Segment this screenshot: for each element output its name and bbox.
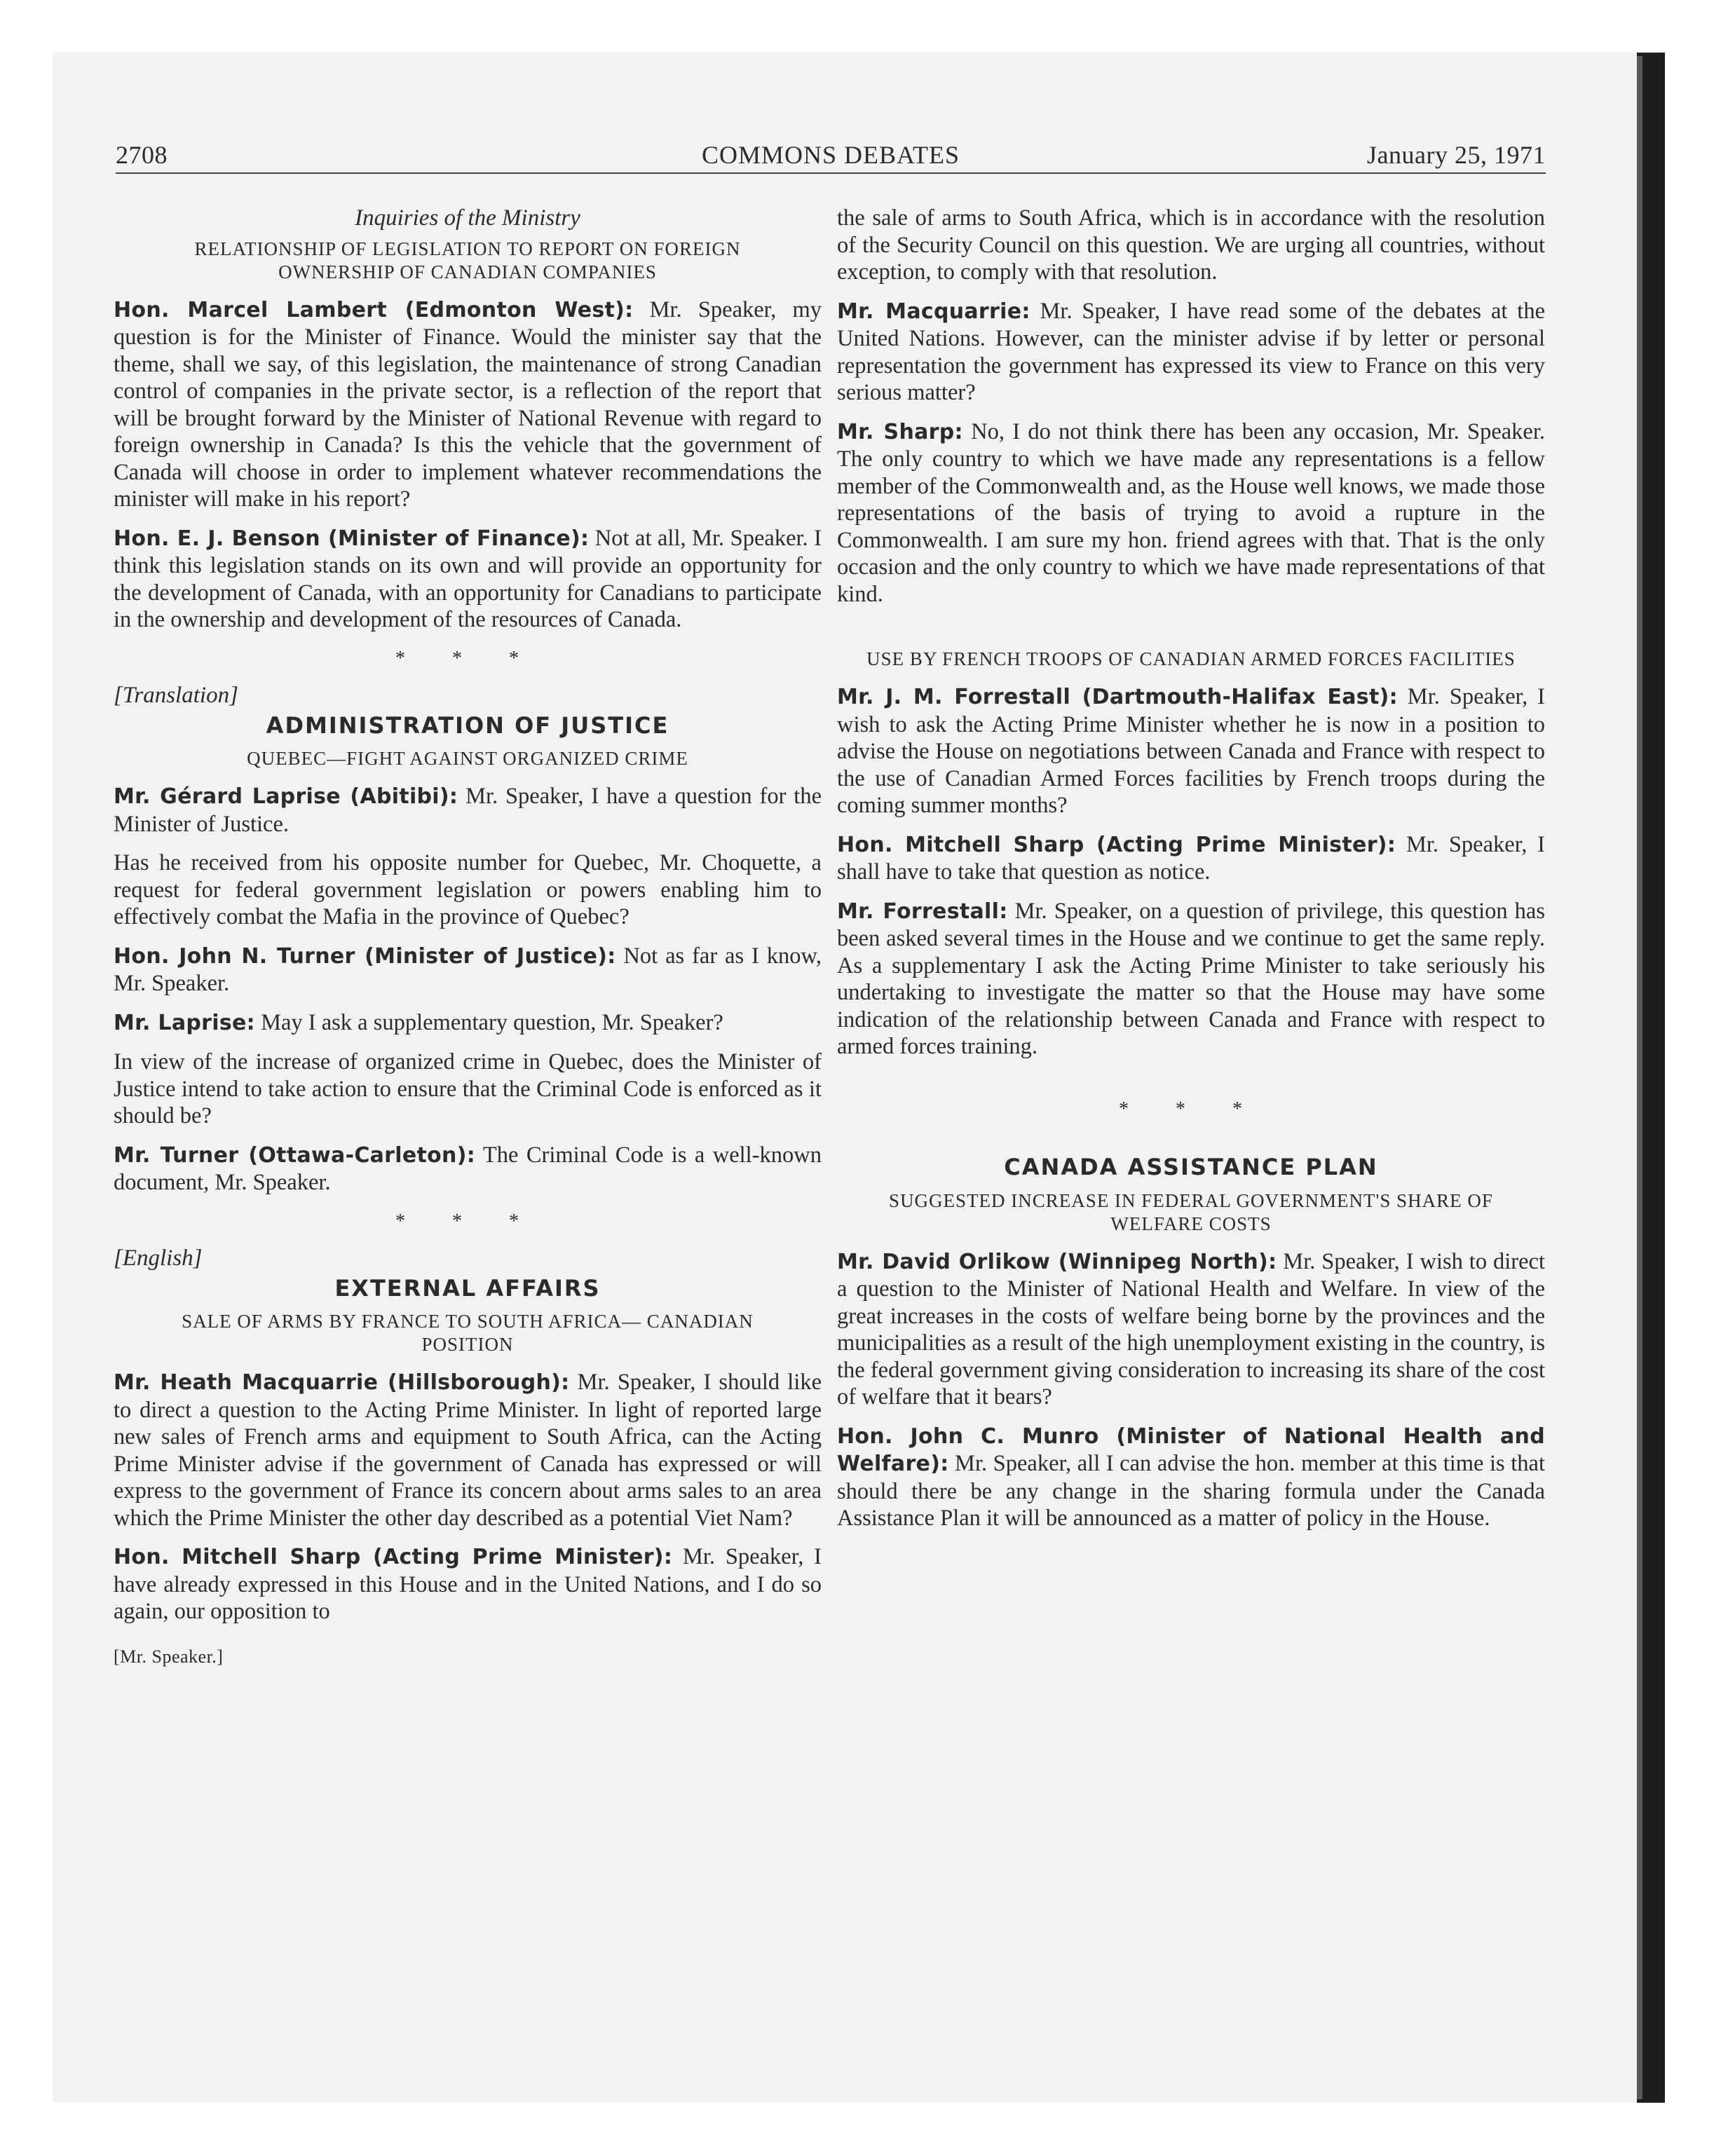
paragraph [837,683,1545,819]
subheading-welfare-costs: SUGGESTED INCREASE IN FEDERAL GOVERNMENT'S SHARE OF WELFARE COSTS [889,1189,1493,1234]
speech-text: Not as far as I know, Mr. Speaker. [114,943,822,996]
language-note: [Translation] [114,683,238,708]
paragraph [114,943,822,997]
paragraph [837,1248,1545,1411]
speech-text: Mr. Speaker, I have a question for the Minister of Justice. [114,784,822,837]
speech-text: Mr. Speaker, I have already expressed in this House and in the United Nations, and I do so again, our opposition to [114,1544,822,1624]
paragraph [114,1543,822,1625]
speaker-name: Mr. Heath Macquarrie (Hillsborough): [114,1370,570,1395]
speaker-name: Mr. Laprise: [114,1010,255,1035]
paragraph [837,898,1545,1060]
right-column [837,205,1545,1544]
speaker-name: Hon. Marcel Lambert (Edmonton West): [114,297,634,322]
speaker-name: Hon. John C. Munro (Minister of National Health and Welfare): [837,1424,1545,1476]
speaker-name: Mr. David Orlikow (Winnipeg North): [837,1249,1277,1274]
page-date: January 25, 1971 [1367,141,1546,169]
main-heading-assistance-plan: CANADA ASSISTANCE PLAN [1004,1154,1378,1180]
subheading-french-troops: USE BY FRENCH TROOPS OF CANADIAN ARMED FORCES FACILITIES [866,648,1516,669]
subheading-arms-sale: SALE OF ARMS BY FRANCE TO SOUTH AFRICA— CANADIAN POSITION [182,1311,754,1355]
page-header [116,140,1546,175]
speech-text: Mr. Speaker, I wish to ask the Acting Prime Minister whether he is now in a position to advise the House on negotiations between Canada and France with respect to the use of Canadian Armed Forces facilities by French troops during the coming summer months? [837,684,1545,818]
left-column [114,205,822,1670]
language-note: [English] [114,1246,203,1271]
speaker-name: Hon. Mitchell Sharp (Acting Prime Minister): [837,832,1396,857]
main-heading-external-affairs: EXTERNAL AFFAIRS [334,1274,601,1302]
page-number: 2708 [116,141,168,169]
speech-text: The Criminal Code is a well-known document, Mr. Speaker. [114,1142,822,1195]
speaker-name: Mr. Sharp: [837,419,963,444]
paragraph [114,296,822,513]
main-heading-justice: ADMINISTRATION OF JUSTICE [266,711,669,739]
speaker-name: Mr. Macquarrie: [837,299,1030,324]
paragraph: the sale of arms to South Africa, which is in accordance with the resolution of the Security Council on this question. We are urging all countries, without exception, to comply with that resolution. [837,205,1545,285]
speech-text: No, I do not think there has been any occasion, Mr. Speaker. The only country to which we have made any representations is a fellow member of the Commonwealth and, as the House well knows, we made those representations of the basis of trying to avoid a rupture in the Commonwealth. I am sure my hon. friend agrees with that. That is the only occasion and the only country to which we have made representations of that kind. [837,418,1546,607]
speaker-name: Hon. John N. Turner (Minister of Justice): [114,943,616,969]
paragraph [837,298,1545,407]
page-title: COMMONS DEBATES [701,141,960,169]
paragraph [837,831,1545,886]
speech-text: Mr. Speaker, I have read some of the debates at the United Nations. However, can the minister advise if by letter or personal representation the government has expressed its view to France on this very serious matter? [837,298,1546,405]
paragraph [114,1009,822,1037]
header-rule [116,172,1546,174]
page-footer: [Mr. Speaker.] [114,1646,224,1667]
paragraph [114,783,822,838]
paragraph: In view of the increase of organized crime in Quebec, does the Minister of Justice intend to take action to ensure that the Criminal Code is enforced as it should be? [114,1049,822,1128]
speech-text: Not at all, Mr. Speaker. I think this legislation stands on its own and will provide an opportunity for the development of Canada, with an opportunity for Canadians to participate in the ownership and development of the resources of Canada. [114,525,822,632]
scan-edge-shadow [1637,56,1642,2099]
speech-text: Mr. Speaker, on a question of privilege, this question has been asked several times in the House and we continue to get the same reply. As a supplementary I ask the Acting Prime Minister to take seriously his undertaking to investigate the matter so that the House may have some indication of the relationship between Canada and France with respect to armed forces training. [837,898,1545,1059]
section-title: Inquiries of the Ministry [355,205,580,231]
speech-text: Mr. Speaker, all I can advise the hon. member at this time is that should there be any change in the sharing formula under the Canada Assistance Plan it will be announced as a matter of policy in the House. [837,1451,1545,1531]
paragraph: Has he received from his opposite number for Quebec, Mr. Choquette, a request for federal government legislation or powers enabling him to effectively combat the Mafia in the province of Quebec? [114,850,822,929]
section-separator: * * * [395,1210,540,1232]
speech-text: Mr. Speaker, my question is for the Minister of Finance. Would the minister say that the theme, shall we say, of this legislation, the maintenance of strong Canadian control of companies in the private sector, is a reflection of the report that will be brought forward by the Minister of National Revenue with regard to foreign ownership in Canada? Is this the vehicle that the government of Canada will choose in order to implement whatever recommendations the minister will make in his report? [114,296,822,512]
speaker-name: Mr. Gérard Laprise (Abitibi): [114,784,458,809]
speech-text: Mr. Speaker, I should like to direct a question to the Acting Prime Minister. In light of reported large new sales of French arms and equipment to South Africa, can the Acting Prime Minister advise if the government of Canada has expressed or will express to the government of France its concern about arms sales to an area which the Prime Minister the other day described as a potential Viet Nam? [114,1370,822,1531]
speaker-name: Mr. J. M. Forrestall (Dartmouth-Halifax East): [837,685,1398,709]
speaker-name: Mr. Turner (Ottawa-Carleton): [114,1142,476,1168]
subheading-foreign-ownership: RELATIONSHIP OF LEGISLATION TO REPORT ON FOREIGN OWNERSHIP OF CANADIAN COMPANIES [194,238,741,282]
paragraph [114,1369,822,1531]
speech-text: Mr. Speaker, I shall have to take that question as notice. [837,831,1545,885]
section-separator: * * * [1119,1098,1263,1120]
speaker-name: Hon. E. J. Benson (Minister of Finance): [114,526,590,551]
paragraph [114,525,822,634]
speaker-name: Hon. Mitchell Sharp (Acting Prime Minister): [114,1545,673,1569]
speech-text: May I ask a supplementary question, Mr. Speaker? [254,1009,723,1035]
section-separator: * * * [395,647,540,669]
paragraph [837,1423,1545,1532]
paragraph [837,418,1545,608]
speaker-name: Mr. Forrestall: [837,899,1008,924]
speech-text: Mr. Speaker, I wish to direct a question to the Minister of National Health and Welfare. In view of the great increases in the costs of welfare being borne by the provinces and the municipalities as a result of the high unemployment existing in the country, is the federal government giving consideration to increasing its share of the cost of welfare that it bears? [837,1248,1546,1410]
paragraph [114,1142,822,1196]
subheading-organized-crime: QUEBEC—FIGHT AGAINST ORGANIZED CRIME [247,748,688,769]
